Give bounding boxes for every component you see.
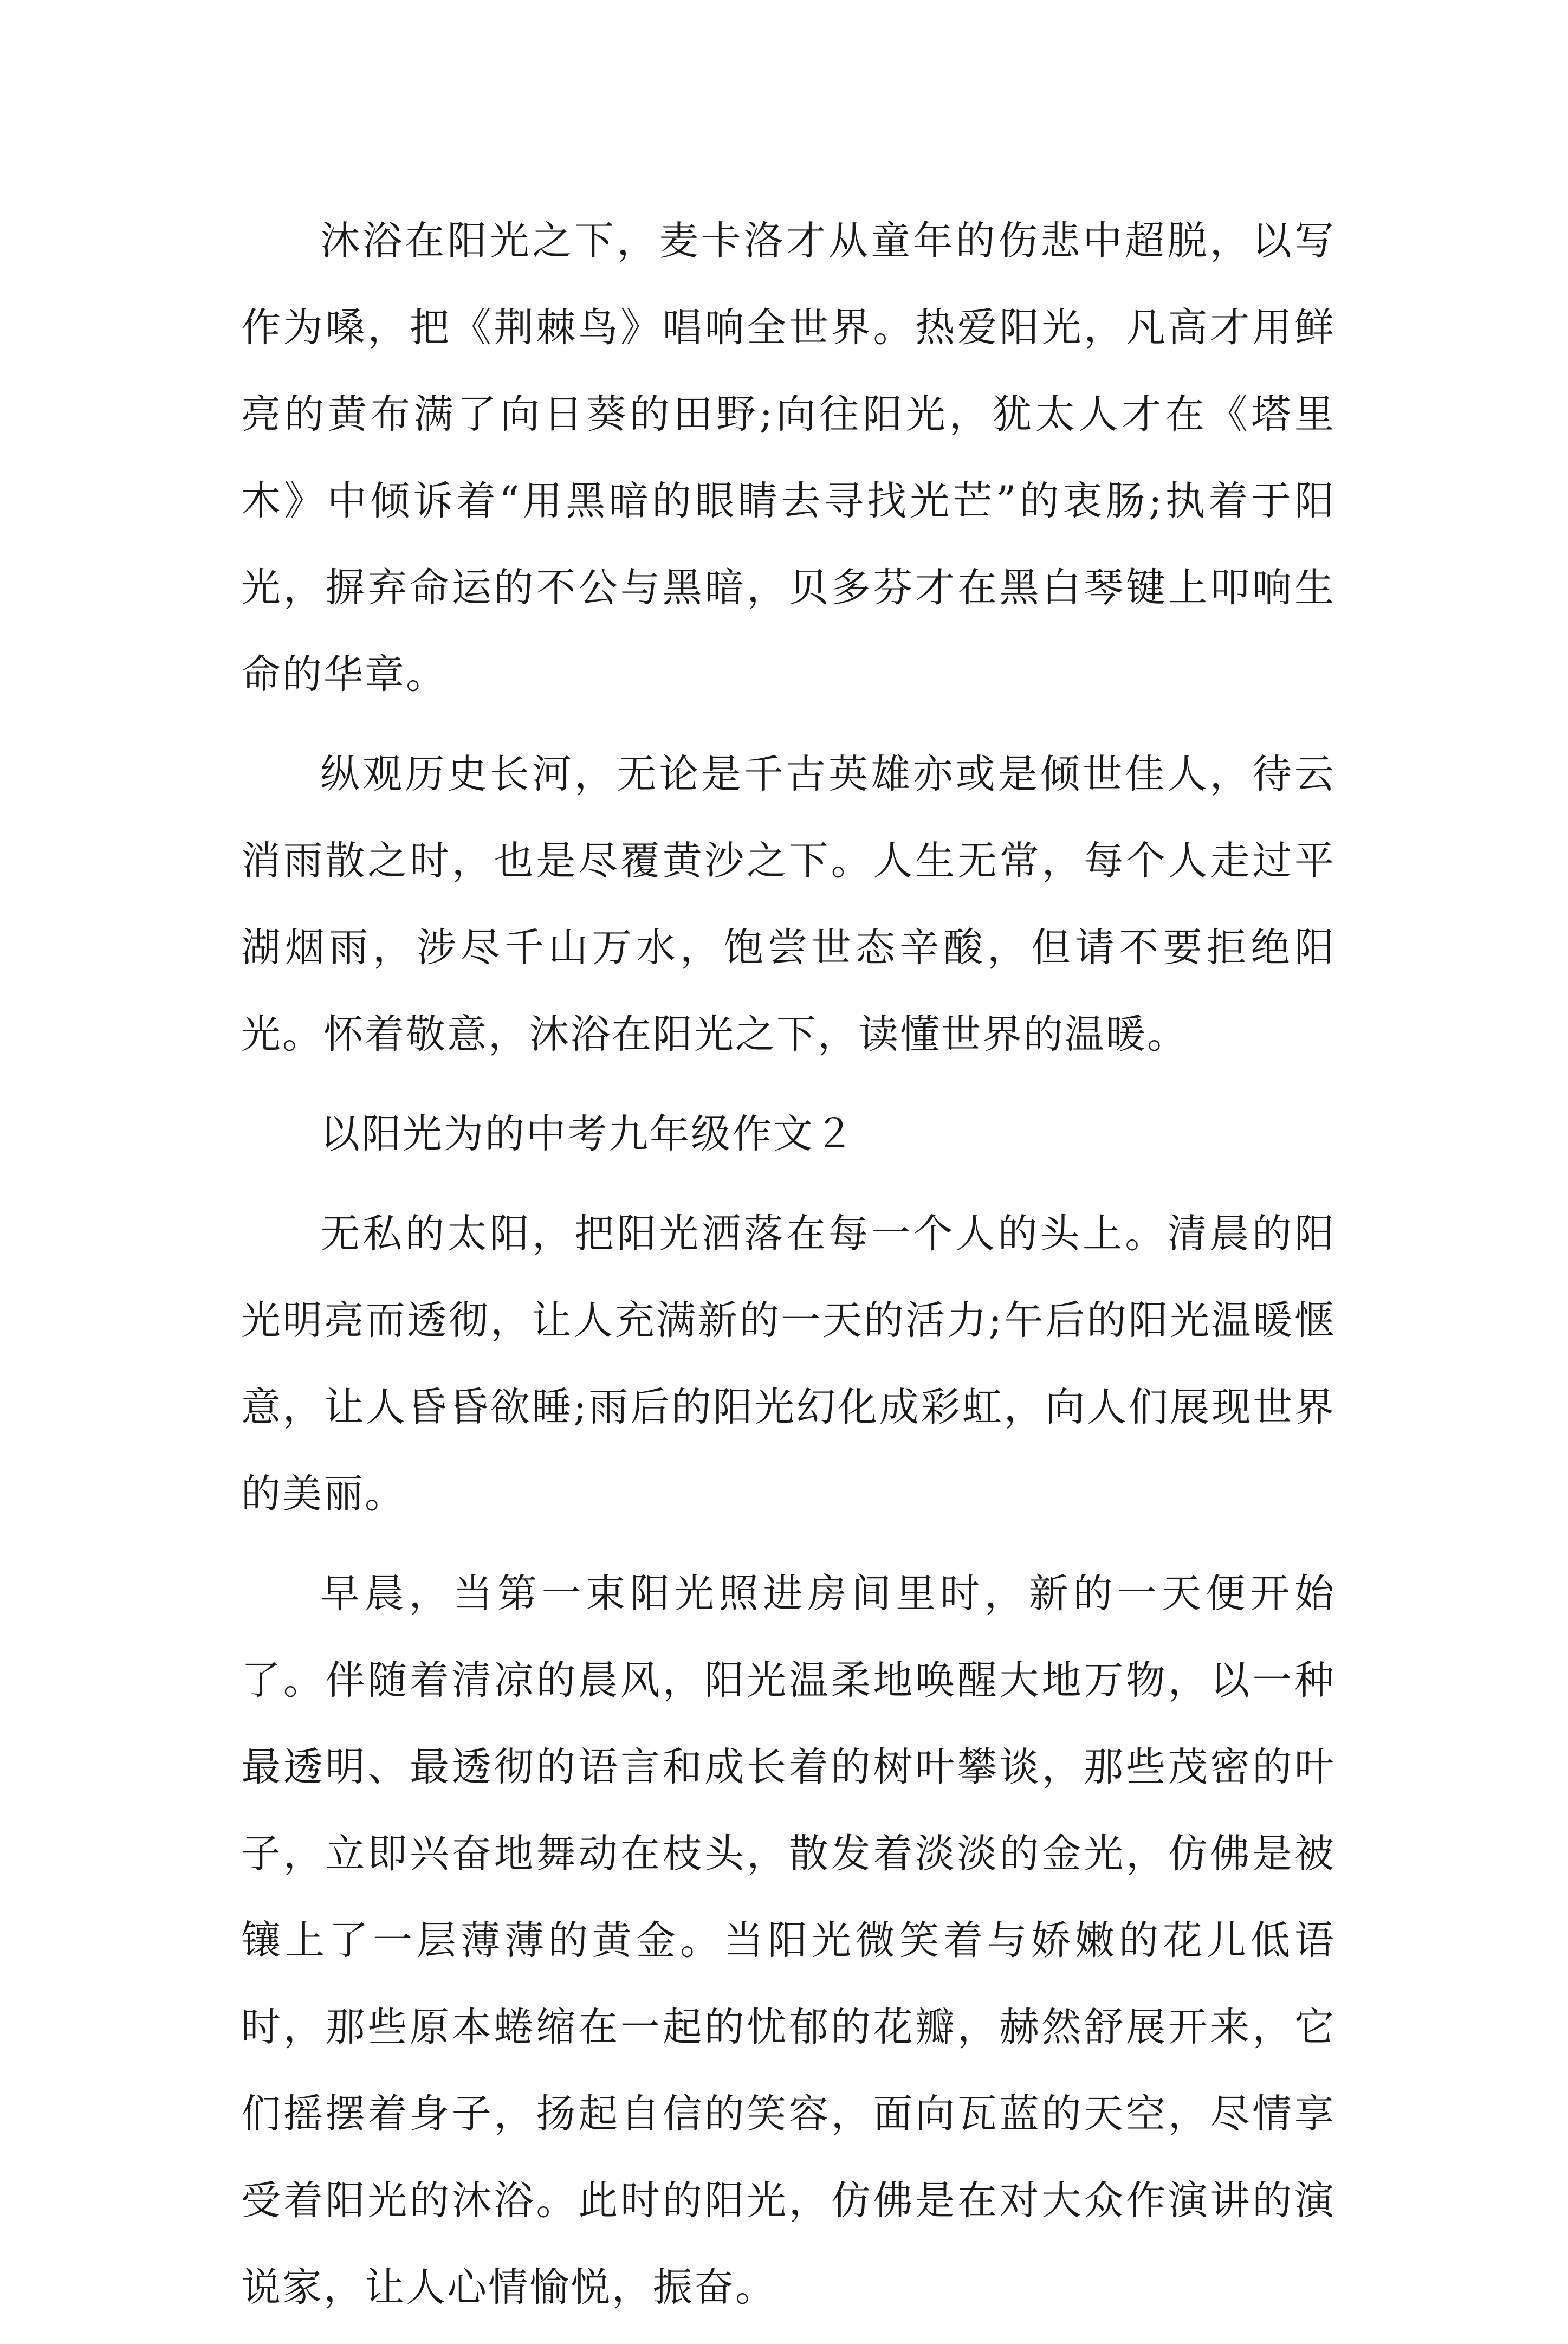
paragraph-4: 早晨，当第一束阳光照进房间里时，新的一天便开始了。伴随着清凉的晨风，阳光温柔地唤醒大地万物，以一种最透明、最透彻的语言和成长着的树叶攀谈，那些茂密的叶子，立即兴奋地舞动在枝头，散发着淡淡的金光，仿佛是被镶上了一层薄薄的黄金。当阳光微笑着与娇嫩的花儿低语时，那些原本蜷缩在一起的忧郁的花瓣，赫然舒展开来，它们摇摆着身子，扬起自信的笑容，面向瓦蓝的天空，尽情享受着阳光的沐浴。此时的阳光，仿佛是在对大众作演讲的演说家，让人心情愉悦，振奋。 — [241, 1571, 1336, 2310]
paragraph-2: 纵观历史长河，无论是千古英雄亦或是倾世佳人，待云消雨散之时，也是尽覆黄沙之下。人生无常，每个人走过平湖烟雨，涉尽千山万水，饱尝世态辛酸，但请不要拒绝阳光。怀着敬意，沐浴在阳光之下，读懂世界的温暖。 — [241, 751, 1336, 1057]
section-heading: 以阳光为的中考九年级作文２ — [320, 1111, 856, 1157]
paragraph-3: 无私的太阳，把阳光洒落在每一个人的头上。清晨的阳光明亮而透彻，让人充满新的一天的活力;午后的阳光温暖惬意，让人昏昏欲睡;雨后的阳光幻化成彩虹，向人们展现世界的美丽。 — [241, 1211, 1336, 1517]
paragraph-1: 沐浴在阳光之下，麦卡洛才从童年的伤悲中超脱，以写作为嗓，把《荆棘鸟》唱响全世界。热爱阳光，凡高才用鲜亮的黄布满了向日葵的田野;向往阳光，犹太人才在《塔里木》中倾诉着“用黑暗的眼睛去寻找光芒”的衷肠;执着于阳光，摒弃命运的不公与黑暗，贝多芬才在黑白琴键上叩响生命的华章。 — [241, 218, 1336, 698]
document-body — [241, 198, 1336, 2344]
